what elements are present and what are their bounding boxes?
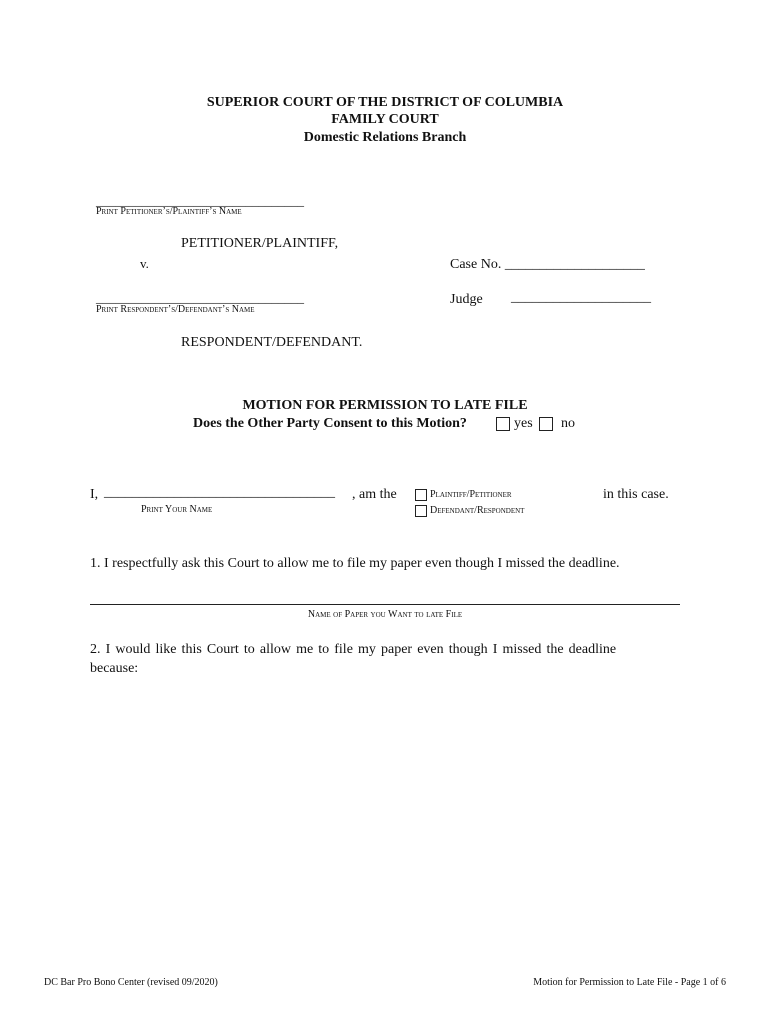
case-number-field[interactable]: ____________________	[504, 257, 645, 272]
respondent-name-label: Print Respondent’s/Defendant’s Name	[96, 304, 255, 315]
your-name-field[interactable]: _________________________________	[104, 485, 335, 500]
consent-no-label: no	[561, 416, 575, 431]
petitioner-name-label: Print Petitioner’s/Plaintiff’s Name	[96, 206, 242, 217]
court-division: FAMILY COURT	[331, 112, 439, 127]
paper-name-field[interactable]	[90, 604, 680, 605]
identity-prefix: I,	[90, 487, 99, 502]
identity-suffix: , am the	[352, 487, 397, 502]
petitioner-role: PETITIONER/PLAINTIFF,	[181, 236, 339, 251]
paper-name-label: Name of Paper you Want to late File	[307, 609, 463, 620]
judge-label: Judge	[450, 292, 483, 307]
plaintiff-checkbox[interactable]	[415, 489, 427, 501]
court-name: SUPERIOR COURT OF THE DISTRICT OF COLUMBIA	[206, 95, 564, 110]
consent-question: Does the Other Party Consent to this Motion?	[193, 416, 467, 431]
your-name-hint: Print Your Name	[141, 504, 213, 515]
defendant-checkbox[interactable]	[415, 505, 427, 517]
motion-title: MOTION FOR PERMISSION TO LATE FILE	[242, 398, 528, 413]
footer-left: DC Bar Pro Bono Center (revised 09/2020)	[44, 977, 218, 988]
case-number-label: Case No.	[450, 257, 505, 272]
judge-field[interactable]: ____________________	[511, 290, 651, 305]
identity-tail: in this case.	[603, 487, 669, 502]
item-2-text: 2. I would like this Court to allow me to file my paper even though I missed the deadline	[90, 642, 617, 657]
respondent-name-field[interactable]: ________________________________	[96, 290, 304, 305]
respondent-role: RESPONDENT/DEFENDANT.	[181, 335, 363, 350]
consent-yes-checkbox[interactable]	[496, 417, 510, 431]
defendant-label: Defendant/Respondent	[430, 505, 525, 516]
case-number-row	[450, 257, 645, 273]
petitioner-name-field[interactable]: ________________________________	[96, 193, 304, 208]
consent-yes-label: yes	[514, 416, 533, 431]
item-1-text: 1. I respectfully ask this Court to allow me to file my paper even though I missed the deadline.	[90, 556, 620, 571]
plaintiff-label: Plaintiff/Petitioner	[430, 489, 512, 500]
court-branch: Domestic Relations Branch	[303, 130, 467, 145]
footer-right: Motion for Permission to Late File - Page 1 of 6	[533, 977, 726, 988]
item-2-continuation: because:	[90, 661, 139, 676]
versus-label: v.	[140, 256, 149, 271]
consent-no-checkbox[interactable]	[539, 417, 553, 431]
reason-text-area[interactable]	[90, 685, 680, 955]
